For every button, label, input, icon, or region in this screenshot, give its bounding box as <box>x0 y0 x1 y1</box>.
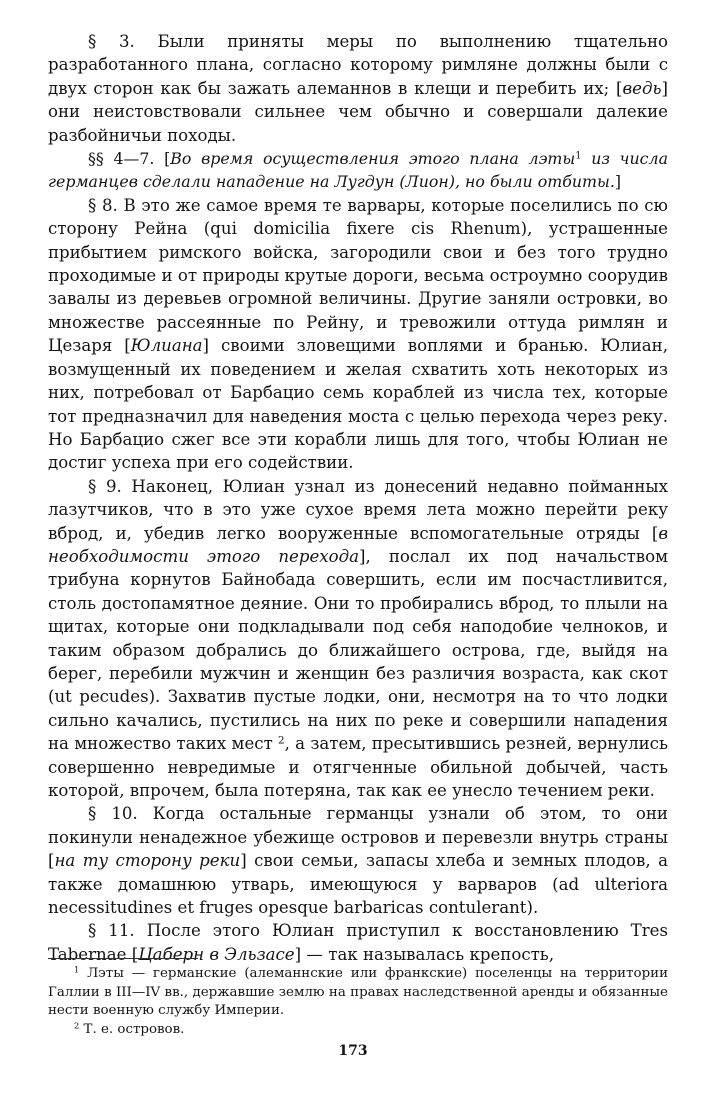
editorial-insert: Во время осуществления этого плана лэты <box>170 149 576 169</box>
text-run: ] они неистовствовали сильнее чем обычно и совершали далекие разбойничьи походы. <box>48 78 668 145</box>
footnotes <box>48 965 668 1039</box>
text-run: , а затем, пресытившись резней, вернулись совершенно невредимые и отягченные обильной добычей, часть которой, впрочем, была потеряна, так как ее унесло течением реки. <box>48 734 668 800</box>
text-run: ] своими зловещими воплями и бранью. Юлиан, возмущенный их поведением и желая схватить хоть некоторых из них, потребовал от Барбацио семь кораблей из числа тех, которые тот предназначил для наведения моста с целью перехода через реку. Но Барбацио сжег все эти корабли лишь для того, чтобы Юлиан не достиг успеха при его содействии. <box>48 336 668 473</box>
text-run: § 11. После этого Юлиан приступил к восстановлению Tres Tabernae [ <box>48 921 668 964</box>
footnote-marker: 2 <box>278 734 285 747</box>
paragraph-3 <box>48 194 668 475</box>
footnote-1 <box>48 965 668 1021</box>
text-run: § 10. Когда остальные германцы узнали об этом, то они покинули ненадежное убежище островов и перевезли внутрь страны [ <box>48 804 668 871</box>
editorial-insert: в необходимости этого перехода <box>48 523 668 566</box>
footnote-divider <box>48 958 198 959</box>
text-run: § 8. В это же самое время те варвары, которые поселились по сю сторону Рейна (qui domicilia fixere cis Rhenum), устрашенные прибытием римского войска, загородили свои и без того трудно проходимые и от природы крутые дороги, весьма остроумно соорудив завалы из деревьев огромной величины. Другие заняли островки, во множестве рассеянные по Рейну, и тревожили оттуда римлян и Цезаря [ <box>48 195 668 356</box>
footnote-marker: 1 <box>74 964 80 975</box>
editorial-insert: на ту сторону реки <box>54 851 241 871</box>
editorial-insert: из числа германцев сделали нападение на Лугдун (Лион), но были отбиты. <box>48 149 668 192</box>
text-run: § 9. Наконец, Юлиан узнал из донесений недавно пойманных лазутчиков, что в это уже сухое время лета можно перейти реку вброд, и, убедив легко вооруженные вспомогательные отряды [ <box>48 476 668 543</box>
footnote-marker: 2 <box>74 1020 80 1031</box>
page-number: 173 <box>338 1043 368 1059</box>
editorial-insert: Цаберн в Эльзасе <box>138 944 295 964</box>
text-run: ], послал их под начальством трибуна корнутов Байнобада совершить, если им посчастливится, столь достопамятное деяние. Они то пробирались вброд, то плыли на щитах, которые они подкладывали под себя наподобие челноков, и таким образом добрались до ближайшего острова, где, выйдя на берег, перебили мужчин и женщин без различия возраста, как скот (ut pecudes). Захватив пустые лодки, они, несмотря на то что лодки сильно качались, пустились на них по реке и совершили нападения на множество таких мест <box>48 546 668 754</box>
main-text <box>48 30 668 966</box>
footnote-2 <box>48 1021 668 1040</box>
footnote-marker: 1 <box>575 150 582 162</box>
paragraph-1 <box>48 30 668 147</box>
text-run: Т. е. островов. <box>79 1021 185 1037</box>
text-run: ] <box>614 172 622 192</box>
text-run: Лэты — германские (алеманнские или франкские) поселенцы на территории Галлии в III—IV вв., державшие землю на правах наследственной аренды и обязанные нести военную службу Империи. <box>48 966 668 1019</box>
text-run: §§ 4—7. [ <box>88 149 171 169</box>
text-run: ] свои семьи, запасы хлеба и земных плодов, а также домашнюю утварь, имеющуюся у варваров (ad ulteriora necessitudines et fruges opesque barbaricas contulerant). <box>48 851 668 918</box>
paragraph-2 <box>48 147 668 194</box>
text-run: ] — так называлась крепость, <box>294 944 555 964</box>
editorial-insert: Юлиана <box>130 336 203 356</box>
text-run: § 3. Были приняты меры по выполнению тщательно разработанного плана, согласно которому римляне должны были с двух сторон как бы зажать алеманнов в клещи и перебить их; [ <box>48 32 668 98</box>
paragraph-4 <box>48 475 668 803</box>
paragraph-5 <box>48 802 668 919</box>
editorial-insert: ведь <box>622 78 662 98</box>
paragraph-6 <box>48 919 668 966</box>
